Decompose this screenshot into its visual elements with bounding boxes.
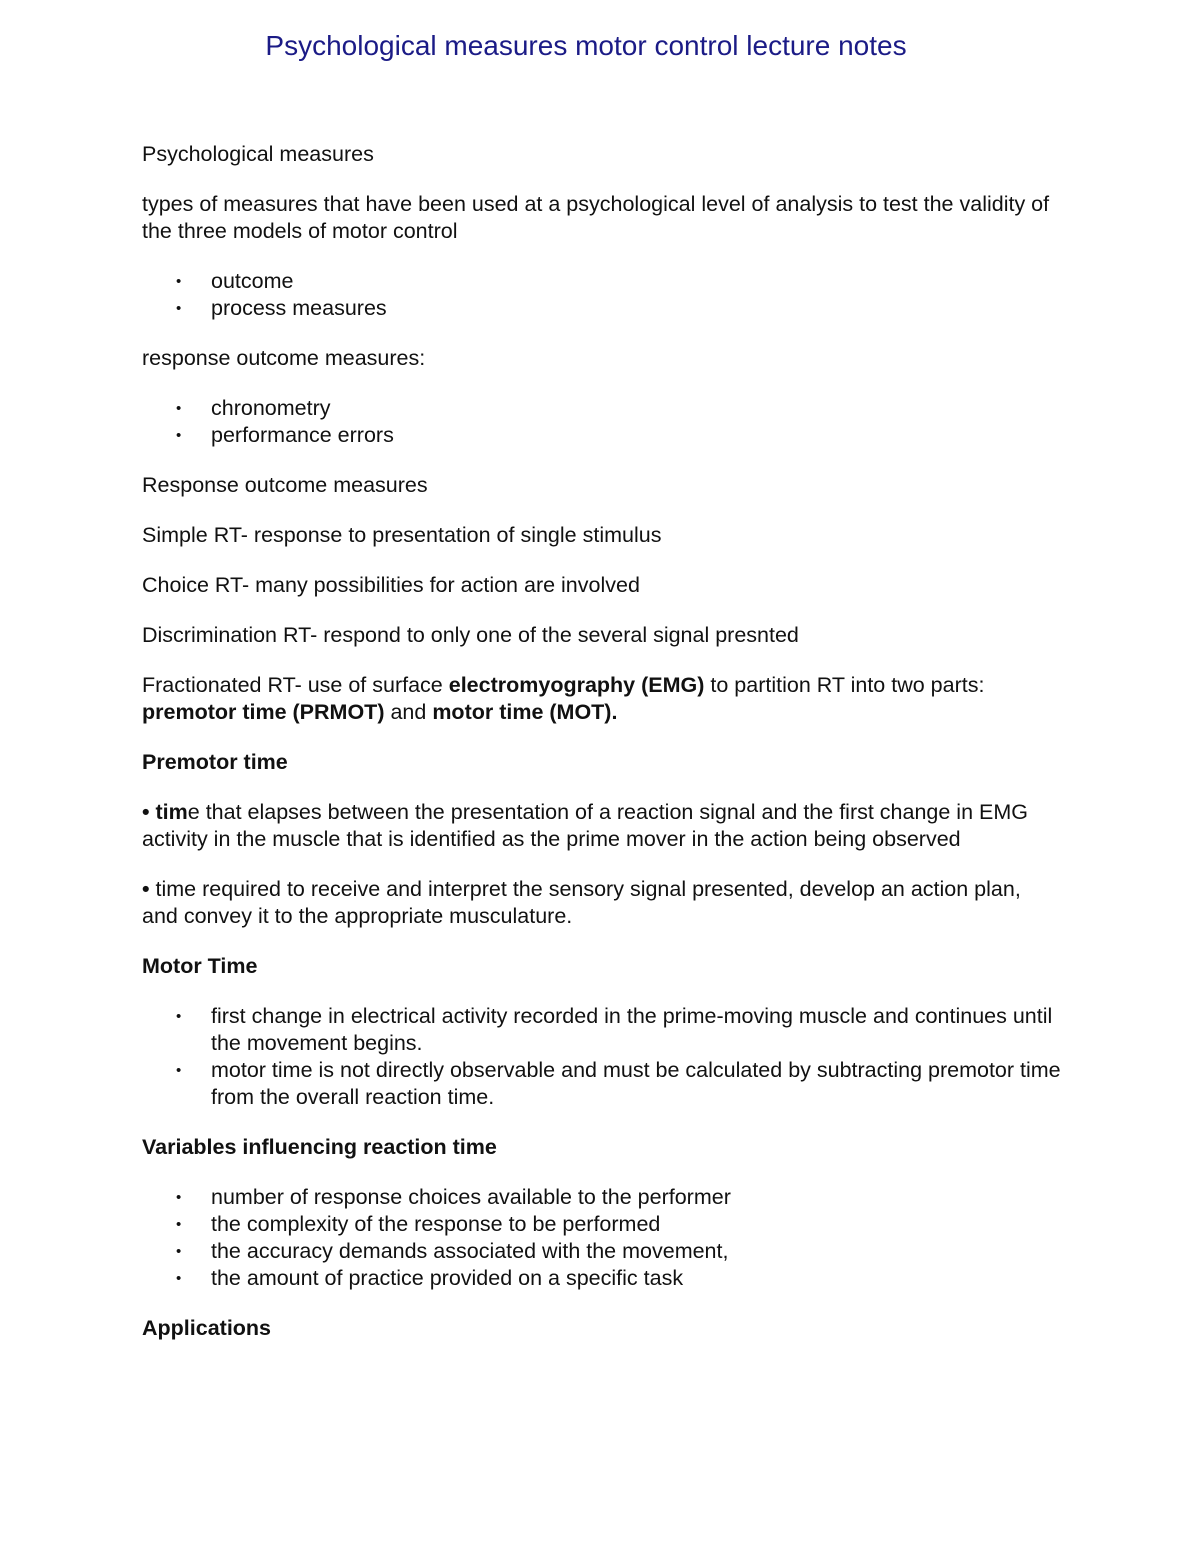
motor-time-heading: Motor Time <box>142 954 258 978</box>
list-item: • the accuracy demands associated with the movement, <box>142 1238 1062 1265</box>
response-outcome-heading: Response outcome measures <box>142 473 428 497</box>
premotor-heading: Premotor time <box>142 750 288 774</box>
list-item: • process measures <box>142 295 1062 322</box>
motor-time-list <box>142 1003 1062 1111</box>
list-item: • the complexity of the response to be performed <box>142 1211 1062 1238</box>
bullet-glyph: • <box>142 800 150 824</box>
bullet-glyph: • <box>142 877 150 901</box>
premotor-term: premotor time (PRMOT) <box>142 700 385 724</box>
document-title: Psychological measures motor control lecture notes <box>265 30 907 61</box>
intro-text: types of measures that have been used at a psychological level of analysis to test the validity of the three models of motor control <box>142 192 1050 243</box>
fractionated-text-1: Fractionated RT- use of surface <box>142 673 449 697</box>
variables-list <box>142 1184 1062 1292</box>
list-item: • chronometry <box>142 395 1062 422</box>
premotor-paragraph-2 <box>142 876 1062 930</box>
discrimination-rt-definition: Discrimination RT- respond to only one of the several signal presnted <box>142 623 799 647</box>
response-outcome-list <box>142 395 1062 449</box>
applications-heading: Applications <box>142 1316 272 1340</box>
premotor-text-2: time required to receive and interpret the sensory signal presented, develop an action plan, and convey it to the appropriate musculature. <box>142 877 1021 928</box>
list-item: • number of response choices available to the performer <box>142 1184 1062 1211</box>
list-item: • first change in electrical activity recorded in the prime-moving muscle and continues until the movement begins. <box>142 1003 1062 1057</box>
list-item: • performance errors <box>142 422 1062 449</box>
emg-term: electromyography (EMG) <box>448 673 705 697</box>
fractionated-text-3: and <box>384 700 433 724</box>
fractionated-text-2: to partition RT into two parts: <box>704 673 985 697</box>
premotor-paragraph-1 <box>142 799 1062 853</box>
list-item: • motor time is not directly observable and must be calculated by subtracting premotor time from the overall reaction time. <box>142 1057 1062 1111</box>
premotor-bold-lead: tim <box>155 800 188 824</box>
fractionated-rt-definition <box>142 672 1062 726</box>
list-item: • the amount of practice provided on a specific task <box>142 1265 1062 1292</box>
premotor-text-1: e that elapses between the presentation of a reaction signal and the first change in EMG activity in the muscle that is identified as the prime mover in the action being observed <box>142 800 1028 851</box>
choice-rt-definition: Choice RT- many possibilities for action are involved <box>142 573 640 597</box>
response-outcome-label: response outcome measures: <box>142 346 426 370</box>
list-item: • outcome <box>142 268 1062 295</box>
document-body <box>142 141 1062 1365</box>
simple-rt-definition: Simple RT- response to presentation of single stimulus <box>142 523 662 547</box>
intro-heading: Psychological measures <box>142 142 374 166</box>
variables-heading: Variables influencing reaction time <box>142 1135 497 1159</box>
measure-types-list <box>142 268 1062 322</box>
motor-time-term: motor time (MOT). <box>432 700 618 724</box>
